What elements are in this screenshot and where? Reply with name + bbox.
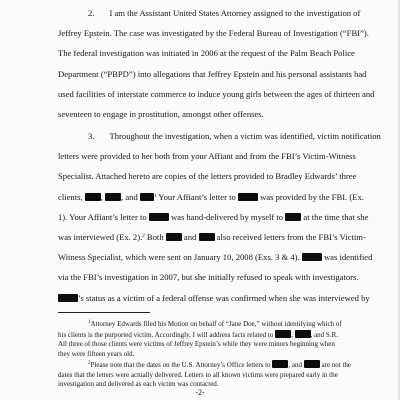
paragraph-3-line-7 xyxy=(58,247,376,267)
footnote-1-line-2 xyxy=(58,330,376,341)
redaction-block xyxy=(272,360,288,368)
footnote-1-line-1 xyxy=(58,320,376,330)
footnote-1-line-4: they were fifteen years old. xyxy=(58,349,135,358)
paragraph-3-line-4 xyxy=(58,187,376,207)
text-segment: was hand-delivered by myself to xyxy=(168,211,284,222)
text-segment: , xyxy=(291,330,293,339)
text-segment: Please note that the dates on the U.S. Attorney’s Office letters to xyxy=(90,361,271,369)
paragraph-3-line-1: 3. Throughout the investigation, when a victim was identified, victim notification xyxy=(88,131,381,141)
text-segment: also received letters from the FBI’s Victim- xyxy=(214,232,366,243)
footnote-2-line-3: investigation and delivered as each victim was contacted. xyxy=(58,380,219,389)
redaction-block xyxy=(105,193,121,201)
redaction-block xyxy=(85,193,101,201)
paragraph-2 xyxy=(58,3,376,124)
text-segment: and xyxy=(181,232,197,243)
redaction-block xyxy=(149,213,169,221)
footnote-ref-1: 1 xyxy=(153,193,157,199)
redaction-block xyxy=(295,330,311,338)
footnote-number-2: 2 xyxy=(88,361,91,366)
text-segment: , xyxy=(100,191,103,202)
paragraph-3-line-8: via the FBI’s investigation in 2007, but she initially refused to speak with investigators. xyxy=(58,272,359,283)
paragraph-2-line-4: Department (“PBPD”) into allegations that Jeffrey Epstein and his personal assistants had xyxy=(58,68,367,79)
footnote-2-line-1 xyxy=(58,360,376,371)
paragraph-3 xyxy=(58,126,381,308)
text-segment: Both xyxy=(144,232,164,243)
text-segment: his clients is the purported victim. Accordingly, I will address facts related to xyxy=(58,330,274,339)
text-segment: Your Affiant’s letter to xyxy=(156,191,236,202)
text-segment: 1). Your Affiant’s letter to xyxy=(58,211,147,222)
paragraph-3-line-3: Specialist. Attached hereto are copies of the letters provided to Bradley Edwards’ three xyxy=(58,171,357,182)
footnote-ref-2: 2 xyxy=(142,234,145,240)
paragraph-3-line-9 xyxy=(58,288,376,308)
footnote-2-line-2: dates that the letters were actually delivered. Letters to all known victims were prepared early in the xyxy=(58,370,338,379)
paragraph-3-line-5 xyxy=(58,207,376,227)
redaction-block xyxy=(238,193,258,201)
redaction-block xyxy=(285,213,301,221)
text-segment: at the time that she xyxy=(301,211,369,222)
footnote-separator xyxy=(58,312,150,313)
redaction-block xyxy=(302,253,322,261)
paragraph-2-line-3: The federal investigation was initiated in 2006 at the request of the Palm Beach Police xyxy=(58,48,355,59)
text-segment: , and S.R. xyxy=(310,330,338,339)
redaction-block xyxy=(140,193,154,201)
text-segment: are not the xyxy=(319,361,351,369)
redaction-block xyxy=(275,330,291,338)
paragraph-2-line-6: seventeen to engage in prostitution, amongst other offenses. xyxy=(58,109,264,120)
paragraph-2-line-1: 2. I am the Assistant United States Attorney assigned to the investigation of xyxy=(88,8,361,18)
footnote-number-1: 1 xyxy=(88,320,91,325)
paragraph-3-line-6 xyxy=(58,227,376,247)
text-segment: was identified xyxy=(321,252,373,263)
redaction-block xyxy=(199,233,215,241)
text-segment: , and xyxy=(121,191,138,202)
footnote-1-line-3: All three of those clients were victims of Jeffrey Epstein’s while they were minors beginning when xyxy=(58,340,335,349)
text-segment: was interviewed (Ex. 2). xyxy=(58,232,143,243)
text-segment: ’s status as a victim of a federal offense was confirmed when she was interviewed by xyxy=(78,292,370,303)
text-segment: Attorney Edwards filed his Motion on behalf of “Jane Doe,” without identifying which of xyxy=(90,320,342,328)
footnote-2 xyxy=(58,360,376,390)
text-segment: clients, xyxy=(58,191,83,202)
paragraph-2-line-2: Jeffrey Epstein. The case was investigated by the Federal Bureau of Investigation (“FBI”). xyxy=(58,28,369,39)
redaction-block xyxy=(58,294,78,302)
paragraph-3-line-2: letters were provided to her both from your Affiant and from the FBI’s Victim-Witness xyxy=(58,151,356,162)
text-segment: Witness Specialist, which were sent on January 10, 2008 (Exs. 3 & 4). xyxy=(58,252,300,263)
footnote-1 xyxy=(58,320,376,359)
paragraph-2-line-5: used facilities of interstate commerce to induce young girls between the ages of thirteen and xyxy=(58,88,375,99)
page-number: -2- xyxy=(195,388,205,397)
redaction-block xyxy=(166,233,182,241)
redaction-block xyxy=(304,360,320,368)
text-segment: was provided by the FBI. (Ex. xyxy=(257,191,364,202)
text-segment: , and xyxy=(288,361,302,369)
